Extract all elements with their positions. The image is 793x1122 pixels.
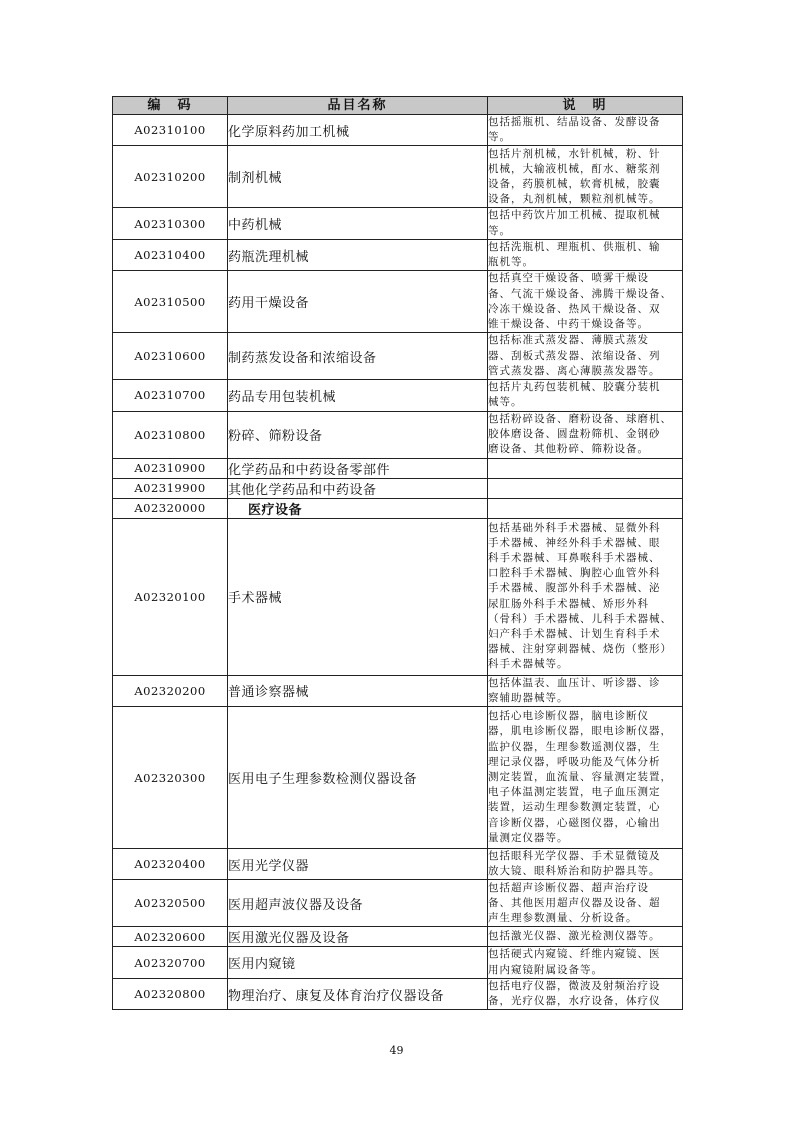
item-description: 包括基础外科手术器械、显微外科 手术器械、神经外科手术器械、眼 科手术器械、耳鼻喉科手术器械、 口腔科手术器械、胸腔心血管外科 手术器械、腹部外科手术器械、泌 尿肛肠外科手术器械、矫形外科 （骨科）手术器械、儿科手术器械、 妇产科手术器械、计划生育科手术 器械、注射穿刺器械、烧伤（整形） 科手术器械等。 bbox=[488, 518, 683, 675]
item-name: 药品专用包装机械 bbox=[228, 380, 488, 411]
item-name: 医用激光仪器及设备 bbox=[228, 927, 488, 947]
item-name: 药用干燥设备 bbox=[228, 271, 488, 333]
item-name: 制剂机械 bbox=[228, 146, 488, 208]
item-name: 粉碎、筛粉设备 bbox=[228, 411, 488, 458]
item-code: A02320300 bbox=[113, 707, 228, 849]
item-description: 包括中药饮片加工机械、提取机械 等。 bbox=[488, 208, 683, 239]
item-description: 包括眼科光学仪器、手术显微镜及 放大镜、眼科矫治和防护器具等。 bbox=[488, 849, 683, 880]
item-code: A02320500 bbox=[113, 880, 228, 927]
item-name: 中药机械 bbox=[228, 208, 488, 239]
table-row bbox=[113, 675, 683, 706]
item-description: 包括片丸药包装机械、胶囊分装机 械等。 bbox=[488, 380, 683, 411]
item-code: A02310600 bbox=[113, 333, 228, 380]
table-row bbox=[113, 411, 683, 458]
table-row bbox=[113, 333, 683, 380]
table-row bbox=[113, 947, 683, 978]
item-code: A02310300 bbox=[113, 208, 228, 239]
item-description: 包括超声诊断仪器、超声治疗设 备、其他医用超声仪器及设备、超 声生理参数测量、分析设备。 bbox=[488, 880, 683, 927]
table-row bbox=[113, 707, 683, 849]
header-desc: 说 明 bbox=[488, 97, 683, 115]
item-description: 包括激光仪器、激光检测仪器等。 bbox=[488, 927, 683, 947]
catalog-table bbox=[112, 96, 683, 1010]
table-body bbox=[113, 115, 683, 1010]
item-description bbox=[488, 458, 683, 478]
item-name: 制药蒸发设备和浓缩设备 bbox=[228, 333, 488, 380]
table-row bbox=[113, 239, 683, 270]
table-row bbox=[113, 849, 683, 880]
table-row bbox=[113, 271, 683, 333]
item-code: A02319900 bbox=[113, 478, 228, 498]
item-code: A02320200 bbox=[113, 675, 228, 706]
item-name: 其他化学药品和中药设备 bbox=[228, 478, 488, 498]
item-description: 包括硬式内窥镜、纤维内窥镜、医 用内窥镜附属设备等。 bbox=[488, 947, 683, 978]
item-description: 包括心电诊断仪器，脑电诊断仪 器，肌电诊断仪器，眼电诊断仪器， 监护仪器，生理参数遥测仪器，生 理记录仪器，呼吸功能及气体分析 测定装置，血流量、容量测定装置， 电子体温测定装置，电子血压测定 装置，运动生理参数测定装置，心 音诊断仪器，心磁图仪器，心输出 量测定仪器等。 bbox=[488, 707, 683, 849]
item-description: 包括洗瓶机、理瓶机、供瓶机、输 瓶机等。 bbox=[488, 239, 683, 270]
table-row bbox=[113, 978, 683, 1009]
item-name: 医用内窥镜 bbox=[228, 947, 488, 978]
item-code: A02310700 bbox=[113, 380, 228, 411]
item-description: 包括粉碎设备、磨粉设备、球磨机、 胶体磨设备、圆盘粉筛机、金钢砂 磨设备、其他粉碎、筛粉设备。 bbox=[488, 411, 683, 458]
table-row bbox=[113, 115, 683, 146]
item-name: 医用光学仪器 bbox=[228, 849, 488, 880]
item-description bbox=[488, 478, 683, 498]
item-name: 手术器械 bbox=[228, 518, 488, 675]
item-description: 包括标准式蒸发器、薄膜式蒸发 器、刮板式蒸发器、浓缩设备、列 管式蒸发器、离心薄膜蒸发器等。 bbox=[488, 333, 683, 380]
item-code: A02310400 bbox=[113, 239, 228, 270]
table-row bbox=[113, 208, 683, 239]
table-row bbox=[113, 478, 683, 498]
item-code: A02310900 bbox=[113, 458, 228, 478]
item-name: 化学药品和中药设备零部件 bbox=[228, 458, 488, 478]
item-code: A02320800 bbox=[113, 978, 228, 1009]
header-code: 编 码 bbox=[113, 97, 228, 115]
table-row bbox=[113, 380, 683, 411]
header-name: 品目名称 bbox=[228, 97, 488, 115]
table-row bbox=[113, 146, 683, 208]
item-description: 包括电疗仪器，微波及射频治疗设 备，光疗仪器，水疗设备，体疗仪 bbox=[488, 978, 683, 1009]
item-code: A02310200 bbox=[113, 146, 228, 208]
item-description: 包括摇瓶机、结晶设备、发酵设备 等。 bbox=[488, 115, 683, 146]
item-name: 普通诊察器械 bbox=[228, 675, 488, 706]
item-name: 医用超声波仪器及设备 bbox=[228, 880, 488, 927]
item-name: 药瓶洗理机械 bbox=[228, 239, 488, 270]
item-code: A02320100 bbox=[113, 518, 228, 675]
item-code: A02320000 bbox=[113, 498, 228, 518]
table-row bbox=[113, 880, 683, 927]
item-code: A02320400 bbox=[113, 849, 228, 880]
item-name: 物理治疗、康复及体育治疗仪器设备 bbox=[228, 978, 488, 1009]
table-row bbox=[113, 498, 683, 518]
item-code: A02320700 bbox=[113, 947, 228, 978]
item-code: A02310500 bbox=[113, 271, 228, 333]
item-code: A02320600 bbox=[113, 927, 228, 947]
item-description bbox=[488, 498, 683, 518]
item-name: 医疗设备 bbox=[228, 498, 488, 518]
table-header-row bbox=[113, 97, 683, 115]
item-name: 医用电子生理参数检测仪器设备 bbox=[228, 707, 488, 849]
item-description: 包括片剂机械，水针机械，粉、针 机械，大输液机械，酊水、糖浆剂 设备，药膜机械，软膏机械，胶囊 设备，丸剂机械，颗粒剂机械等。 bbox=[488, 146, 683, 208]
item-description: 包括真空干燥设备、喷雾干燥设 备、气流干燥设备、沸腾干燥设备、 冷冻干燥设备、热风干燥设备、双 锥干燥设备、中药干燥设备等。 bbox=[488, 271, 683, 333]
item-code: A02310800 bbox=[113, 411, 228, 458]
table-row bbox=[113, 927, 683, 947]
table-row bbox=[113, 458, 683, 478]
table-row bbox=[113, 518, 683, 675]
item-name: 化学原料药加工机械 bbox=[228, 115, 488, 146]
item-code: A02310100 bbox=[113, 115, 228, 146]
page-number: 49 bbox=[389, 1044, 404, 1057]
item-description: 包括体温表、血压计、听诊器、诊 察辅助器械等。 bbox=[488, 675, 683, 706]
